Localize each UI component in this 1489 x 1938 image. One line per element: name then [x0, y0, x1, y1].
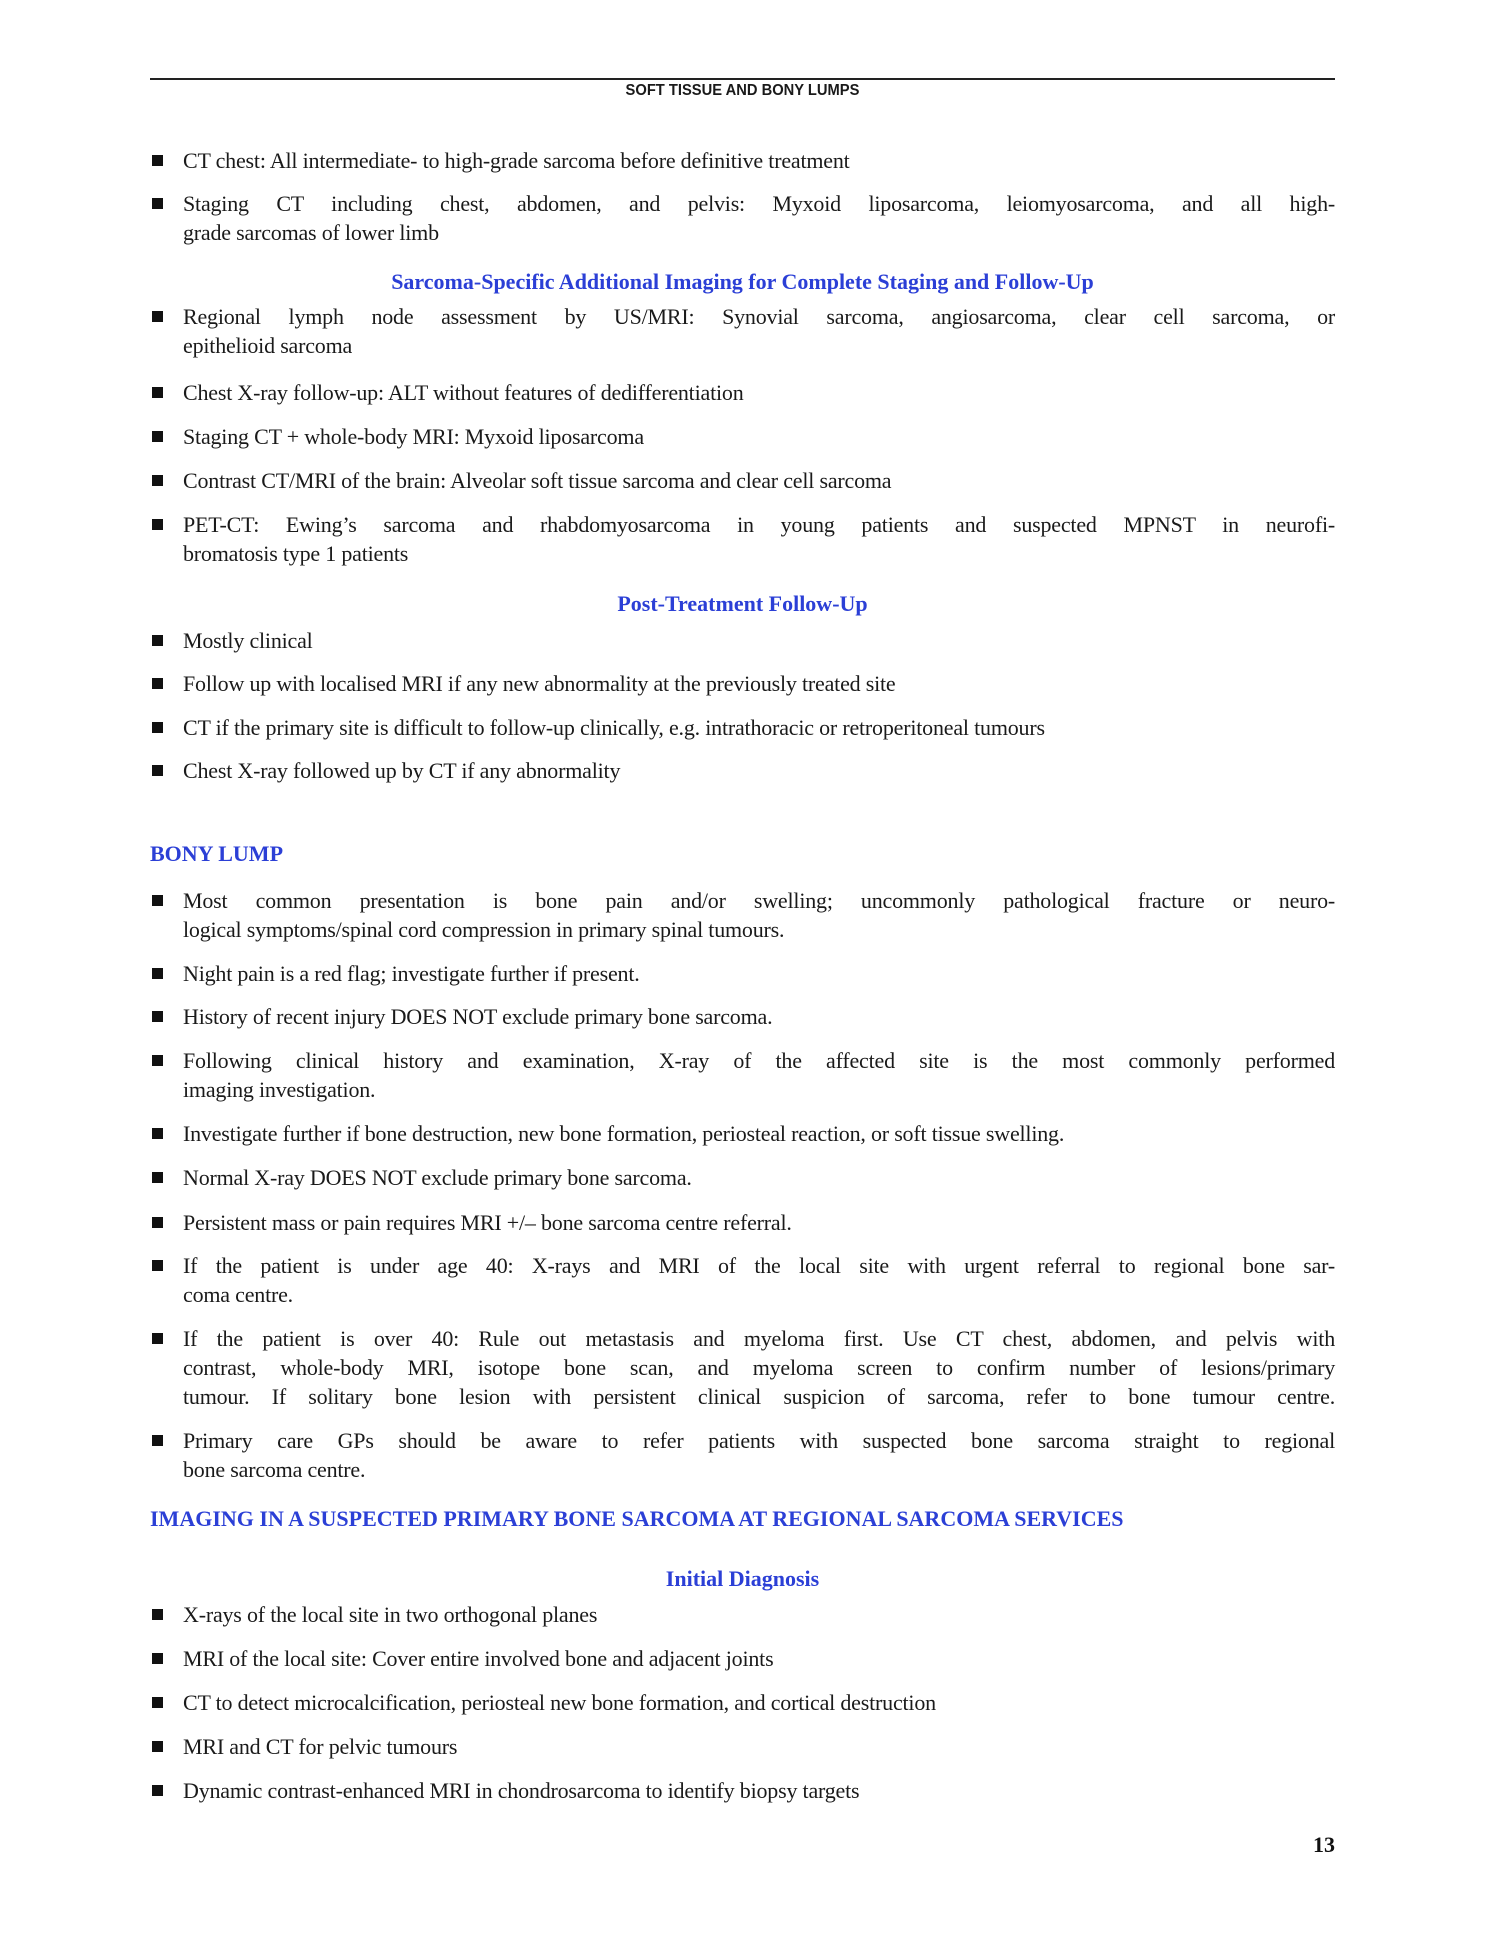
square-bullet-icon: [152, 1260, 163, 1271]
subheading-post-treatment: Post-Treatment Follow-Up: [617, 591, 868, 616]
list-item: MRI and CT for pelvic tumours: [150, 1732, 1335, 1761]
square-bullet-icon: [152, 635, 163, 646]
list-item: Dynamic contrast-enhanced MRI in chondrosarcoma to identify biopsy targets: [150, 1776, 1335, 1805]
square-bullet-icon: [152, 1697, 163, 1708]
running-head: SOFT TISSUE AND BONY LUMPS: [625, 82, 860, 99]
list-item: Staging CT + whole-body MRI: Myxoid liposarcoma: [150, 422, 1335, 451]
list-item: Night pain is a red flag; investigate further if present.: [150, 959, 1335, 988]
section-heading-regional-services: IMAGING IN A SUSPECTED PRIMARY BONE SARCOMA AT REGIONAL SARCOMA SERVICES: [150, 1506, 1124, 1531]
square-bullet-icon: [152, 1055, 163, 1066]
square-bullet-icon: [152, 765, 163, 776]
list-item: Follow up with localised MRI if any new abnormality at the previously treated site: [150, 669, 1335, 698]
square-bullet-icon: [152, 1011, 163, 1022]
square-bullet-icon: [152, 155, 163, 166]
list-item: If the patient is over 40: Rule out metastasis and myeloma first. Use CT chest, abdomen, and pelvis with contrast, whole-body MRI, isotope bone scan, and myeloma screen to confirm number of lesions/primary tumour. If solitary bone lesion with persistent clinical suspicion of sarcoma, refer to bone tumour centre.: [150, 1324, 1335, 1411]
square-bullet-icon: [152, 1741, 163, 1752]
page-number: 13: [1313, 1832, 1335, 1857]
subheading-sarcoma-specific: Sarcoma-Specific Additional Imaging for Complete Staging and Follow-Up: [391, 269, 1094, 294]
list-item: CT if the primary site is difficult to follow-up clinically, e.g. intrathoracic or retroperitoneal tumours: [150, 713, 1335, 742]
square-bullet-icon: [152, 311, 163, 322]
square-bullet-icon: [152, 387, 163, 398]
subheading-initial-diagnosis: Initial Diagnosis: [665, 1566, 820, 1591]
square-bullet-icon: [152, 678, 163, 689]
square-bullet-icon: [152, 1172, 163, 1183]
list-item: Staging CT including chest, abdomen, and pelvis: Myxoid liposarcoma, leiomyosarcoma, and all high- grade sarcomas of lower limb: [150, 189, 1335, 247]
list-item: Mostly clinical: [150, 626, 1335, 655]
list-item: If the patient is under age 40: X-rays and MRI of the local site with urgent referral to regional bone sar- coma centre.: [150, 1251, 1335, 1309]
list-item: Investigate further if bone destruction, new bone formation, periosteal reaction, or soft tissue swelling.: [150, 1119, 1335, 1148]
list-item: Regional lymph node assessment by US/MRI: Synovial sarcoma, angiosarcoma, clear cell sarcoma, or epithelioid sarcoma: [150, 302, 1335, 360]
list-item: Chest X-ray followed up by CT if any abnormality: [150, 756, 1335, 785]
list-item: Chest X-ray follow-up: ALT without features of dedifferentiation: [150, 378, 1335, 407]
list-item: Persistent mass or pain requires MRI +/– bone sarcoma centre referral.: [150, 1208, 1335, 1237]
square-bullet-icon: [152, 1217, 163, 1228]
square-bullet-icon: [152, 198, 163, 209]
list-item: Normal X-ray DOES NOT exclude primary bone sarcoma.: [150, 1163, 1335, 1192]
square-bullet-icon: [152, 1785, 163, 1796]
list-item: Primary care GPs should be aware to refer patients with suspected bone sarcoma straight to regional bone sarcoma centre.: [150, 1426, 1335, 1484]
square-bullet-icon: [152, 895, 163, 906]
list-item: CT to detect microcalcification, periosteal new bone formation, and cortical destruction: [150, 1688, 1335, 1717]
section-heading-bony-lump: BONY LUMP: [150, 841, 284, 866]
square-bullet-icon: [152, 431, 163, 442]
square-bullet-icon: [152, 722, 163, 733]
square-bullet-icon: [152, 475, 163, 486]
square-bullet-icon: [152, 1435, 163, 1446]
list-item: Contrast CT/MRI of the brain: Alveolar soft tissue sarcoma and clear cell sarcoma: [150, 466, 1335, 495]
list-item: History of recent injury DOES NOT exclude primary bone sarcoma.: [150, 1002, 1335, 1031]
list-item: Most common presentation is bone pain and/or swelling; uncommonly pathological fracture or neuro- logical symptoms/spinal cord compression in primary spinal tumours.: [150, 886, 1335, 944]
square-bullet-icon: [152, 1609, 163, 1620]
list-item: MRI of the local site: Cover entire involved bone and adjacent joints: [150, 1644, 1335, 1673]
list-item: X-rays of the local site in two orthogonal planes: [150, 1600, 1335, 1629]
square-bullet-icon: [152, 1653, 163, 1664]
list-item: CT chest: All intermediate- to high-grade sarcoma before definitive treatment: [150, 146, 1335, 175]
square-bullet-icon: [152, 1128, 163, 1139]
list-item: Following clinical history and examination, X-ray of the affected site is the most commonly performed imaging investigation.: [150, 1046, 1335, 1104]
square-bullet-icon: [152, 519, 163, 530]
square-bullet-icon: [152, 968, 163, 979]
list-item: PET-CT: Ewing’s sarcoma and rhabdomyosarcoma in young patients and suspected MPNST in neurofi- bromatosis type 1 patients: [150, 510, 1335, 568]
square-bullet-icon: [152, 1333, 163, 1344]
header-rule: [150, 78, 1335, 80]
